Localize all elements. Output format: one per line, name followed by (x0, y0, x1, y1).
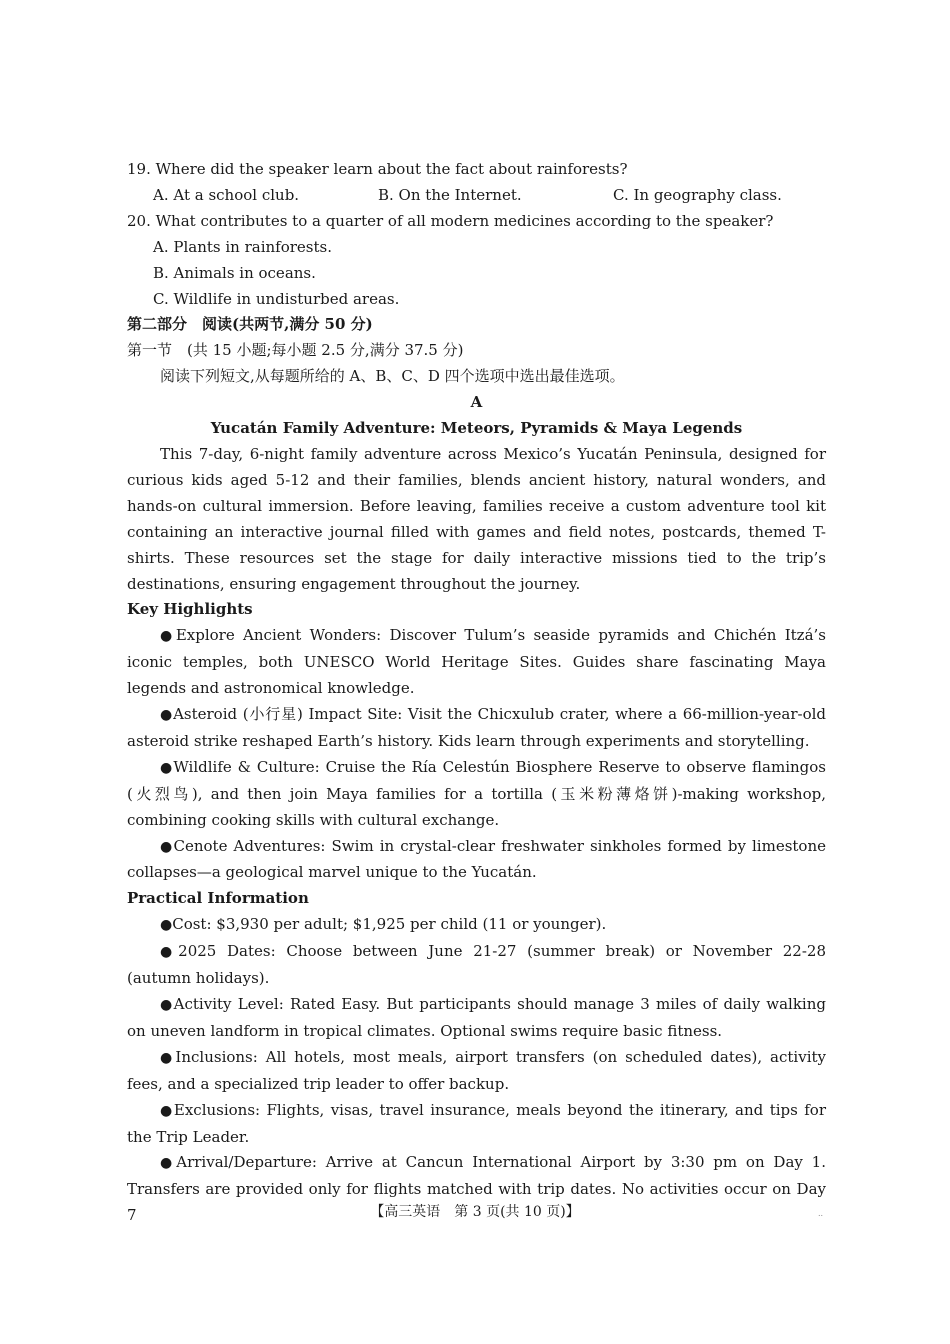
highlight-item (127, 834, 826, 887)
highlight-item (127, 755, 826, 834)
bullet-icon: ● (160, 944, 179, 961)
practical-text: Arrival/Departure: Arrive at Cancun International Airport by 3:30 pm on Day 1. Transfers are provided only for flights matched with trip dates. No activities occur on Day 7 (127, 1153, 826, 1225)
practical-item (127, 912, 826, 939)
bullet-icon: ● (160, 1155, 177, 1172)
bullet-icon: ● (160, 838, 174, 855)
bullet-icon: ● (160, 997, 174, 1013)
q19-option-b: B. On the Internet. (378, 185, 522, 204)
q19-option-c: C. In geography class. (613, 185, 782, 204)
highlights-heading: Key Highlights (127, 600, 253, 619)
highlight-item (127, 623, 826, 702)
practical-text: Exclusions: Flights, visas, travel insurance, meals beyond the itinerary, and tips for the Trip Leader. (127, 1100, 826, 1146)
q20-option-b: B. Animals in oceans. (153, 263, 316, 282)
passage-title: Yucatán Family Adventure: Meteors, Pyramids & Maya Legends (210, 419, 743, 438)
practical-item (127, 1098, 826, 1151)
q19-options (127, 183, 826, 209)
bullet-icon: ● (160, 759, 174, 776)
bullet-icon: ● (160, 1049, 176, 1066)
highlight-text: Wildlife & Culture: Cruise the Ría Celestún Biosphere Reserve to observe flamingos (火烈鸟), and then join Maya families for a tortilla (玉米粉薄烙饼)-making workshop, combining cooking skills with cultural exchange. (127, 757, 826, 829)
practical-text: Cost: $3,930 per adult; $1,925 per child (11 or younger). (172, 915, 607, 934)
bullet-icon: ● (160, 917, 173, 934)
practical-heading: Practical Information (127, 889, 309, 908)
bullet-icon: ● (160, 1102, 174, 1119)
practical-item (127, 992, 826, 1045)
practical-text: 2025 Dates: Choose between June 21-27 (summer break) or November 22-28 (autumn holidays). (127, 942, 827, 988)
section-heading: 第一节 (共 15 小题;每小题 2.5 分,满分 37.5 分) (127, 341, 464, 360)
bullet-icon: ● (160, 628, 176, 645)
intro-paragraph: This 7-day, 6-night family adventure across Mexico’s Yucatán Peninsula, designed for curious kids aged 5-12 and their families, blends ancient history, natural wonders, and hands-on cultural immersion. Before leaving, families receive a custom adventure tool kit containing an interactive journal filled with games and field notes, postcards, themed T-shirts. These resources set the stage for daily interactive missions tied to the trip’s destinations, ensuring engagement throughout the journey. (127, 444, 826, 593)
q19-option-a: A. At a school club. (153, 185, 300, 204)
q19-question: 19. Where did the speaker learn about the fact about rainforests? (127, 160, 628, 178)
q20-question: 20. What contributes to a quarter of all modern medicines according to the speaker? (127, 211, 774, 230)
q20-option-c: C. Wildlife in undisturbed areas. (153, 289, 400, 308)
bullet-icon: ● (160, 707, 174, 724)
highlight-text: Asteroid (小行星) Impact Site: Visit the Chicxulub crater, where a 66-million-year-old asteroid strike reshaped Earth’s history. Kids learn through experiments and storytelling. (127, 705, 826, 750)
q20-option-a: A. Plants in rainforests. (153, 237, 332, 256)
practical-item (127, 939, 826, 992)
highlight-item (127, 702, 826, 755)
instruction: 阅读下列短文,从每题所给的 A、B、C、D 四个选项中选出最佳选项。 (160, 367, 625, 386)
practical-item (127, 1045, 826, 1098)
practical-text: Inclusions: All hotels, most meals, airport transfers (on scheduled dates), activity fees, and a specialized trip leader to offer backup. (127, 1047, 826, 1093)
part-heading: 第二部分 阅读(共两节,满分 50 分) (127, 315, 373, 334)
highlight-text: Cenote Adventures: Swim in crystal-clear freshwater sinkholes formed by limestone collapses—a geological marvel unique to the Yucatán. (127, 836, 826, 882)
highlight-text: Explore Ancient Wonders: Discover Tulum’s seaside pyramids and Chichén Itzá’s iconic temples, both UNESCO World Heritage Sites. Guides share fascinating Maya legends and astronomical knowledge. (127, 626, 826, 698)
page-content (127, 157, 826, 1229)
passage-label: A (470, 393, 483, 412)
practical-text: Activity Level: Rated Easy. But participants should manage 3 miles of daily walking on uneven landform in tropical climates. Optional swims require basic fitness. (127, 995, 826, 1040)
page-footer: 【高三英语 第 3 页(共 10 页)】 (370, 1204, 580, 1220)
corner-mark: .. (818, 1209, 824, 1218)
